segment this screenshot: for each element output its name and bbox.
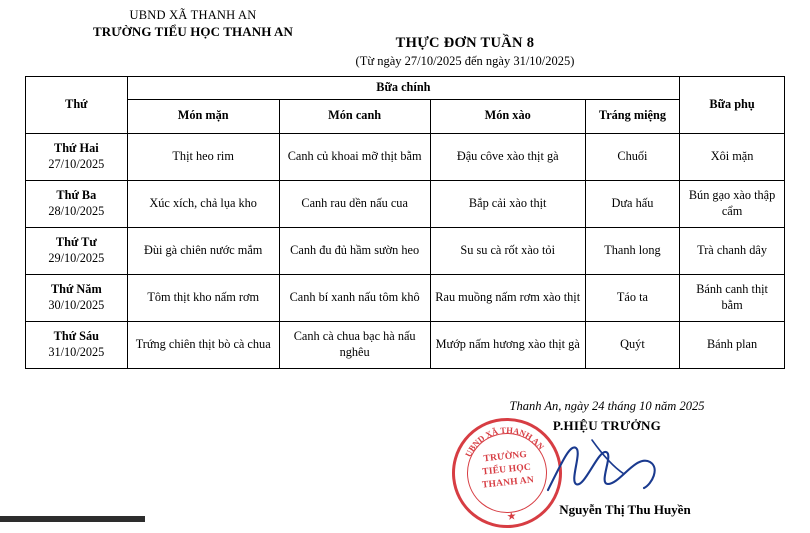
cell-mon-man: Thịt heo rim: [127, 133, 279, 180]
header-mon-xao: Món xào: [430, 99, 585, 133]
org-upper-label: UBND XÃ THANH AN: [129, 8, 257, 22]
cell-day: [26, 274, 128, 321]
cell-mon-xao: Mướp nấm hương xào thịt gà: [430, 321, 585, 368]
cell-mon-xao: Rau muồng nấm rơm xào thịt: [430, 274, 585, 321]
table-row: [26, 321, 785, 368]
org-school-label: TRƯỜNG TIỂU HỌC THANH AN: [92, 23, 294, 39]
header-mon-man: Món mặn: [127, 99, 279, 133]
official-stamp: [447, 413, 568, 533]
cell-day: [26, 321, 128, 368]
cell-mon-canh: Canh cà chua bạc hà nấu nghêu: [279, 321, 430, 368]
cell-bua-phu: Bánh plan: [680, 321, 785, 368]
svg-text:UBND XÃ THANH AN: UBND XÃ THANH AN: [462, 424, 547, 459]
day-date: 27/10/2025: [48, 156, 105, 171]
cell-mon-canh: Canh bí xanh nấu tôm khô: [279, 274, 430, 321]
menu-table: [25, 76, 785, 369]
title-block: [255, 34, 675, 69]
stamp-line-1: TRƯỜNG: [483, 449, 528, 465]
table-header: [26, 77, 785, 134]
cell-mon-xao: Bắp cải xào thịt: [430, 180, 585, 227]
cell-day: [26, 133, 128, 180]
cell-mon-man: Tôm thịt kho nấm rơm: [127, 274, 279, 321]
cell-mon-xao: Đậu côve xào thịt gà: [430, 133, 585, 180]
cell-trang-mieng: Táo ta: [585, 274, 679, 321]
day-name: Thứ Hai: [54, 141, 99, 155]
cell-mon-canh: Canh đu đủ hầm sườn heo: [279, 227, 430, 274]
day-name: Thứ Sáu: [53, 329, 99, 343]
cell-mon-man: Trứng chiên thịt bò cà chua: [127, 321, 279, 368]
header-mon-canh: Món canh: [279, 99, 430, 133]
table-row: [26, 227, 785, 274]
cell-mon-canh: Canh củ khoai mỡ thịt bằm: [279, 133, 430, 180]
cell-bua-phu: Xôi mặn: [680, 133, 785, 180]
signature-role: P.HIỆU TRƯỞNG: [552, 417, 662, 433]
cell-day: [26, 180, 128, 227]
cell-trang-mieng: Dưa hấu: [585, 180, 679, 227]
day-name: Thứ Tư: [55, 235, 97, 249]
stamp-line-3: THANH AN: [481, 474, 535, 491]
table-row: [26, 133, 785, 180]
page-title: THỰC ĐƠN TUẦN 8: [395, 35, 535, 51]
signature-place-date: Thanh An, ngày 24 tháng 10 năm 2025: [509, 399, 705, 413]
cell-day: [26, 227, 128, 274]
signature-name: Nguyễn Thị Thu Huyền: [559, 502, 691, 517]
cell-mon-xao: Su su cà rốt xào tỏi: [430, 227, 585, 274]
cell-bua-phu: Trà chanh dây: [680, 227, 785, 274]
table-row: [26, 180, 785, 227]
cell-trang-mieng: Thanh long: [585, 227, 679, 274]
day-name: Thứ Năm: [50, 282, 102, 296]
header-bua-phu: Bữa phụ: [680, 77, 785, 134]
stamp-line-2: TIỂU HỌC: [481, 462, 532, 478]
day-name: Thứ Ba: [56, 188, 97, 202]
cell-trang-mieng: Quýt: [585, 321, 679, 368]
cell-trang-mieng: Chuối: [585, 133, 679, 180]
day-date: 28/10/2025: [48, 203, 105, 218]
day-date: 29/10/2025: [48, 250, 105, 265]
header-trang-mieng: Tráng miệng: [585, 99, 679, 133]
cell-bua-phu: Bún gạo xào thập cẩm: [680, 180, 785, 227]
day-date: 31/10/2025: [48, 344, 105, 359]
cell-mon-man: Đùi gà chiên nước mắm: [127, 227, 279, 274]
page-subtitle: (Từ ngày 27/10/2025 đến ngày 31/10/2025): [355, 53, 575, 68]
cell-mon-man: Xúc xích, chả lụa kho: [127, 180, 279, 227]
cell-mon-canh: Canh rau dền nấu cua: [279, 180, 430, 227]
header-thu: Thứ: [26, 77, 128, 134]
header-group-bua-chinh: Bữa chính: [127, 77, 679, 100]
day-date: 30/10/2025: [48, 297, 105, 312]
bottom-edge-strip: [0, 516, 145, 522]
table-body: [26, 133, 785, 368]
stamp-star-icon: ★: [506, 510, 518, 524]
cell-bua-phu: Bánh canh thịt bằm: [680, 274, 785, 321]
table-row: [26, 274, 785, 321]
